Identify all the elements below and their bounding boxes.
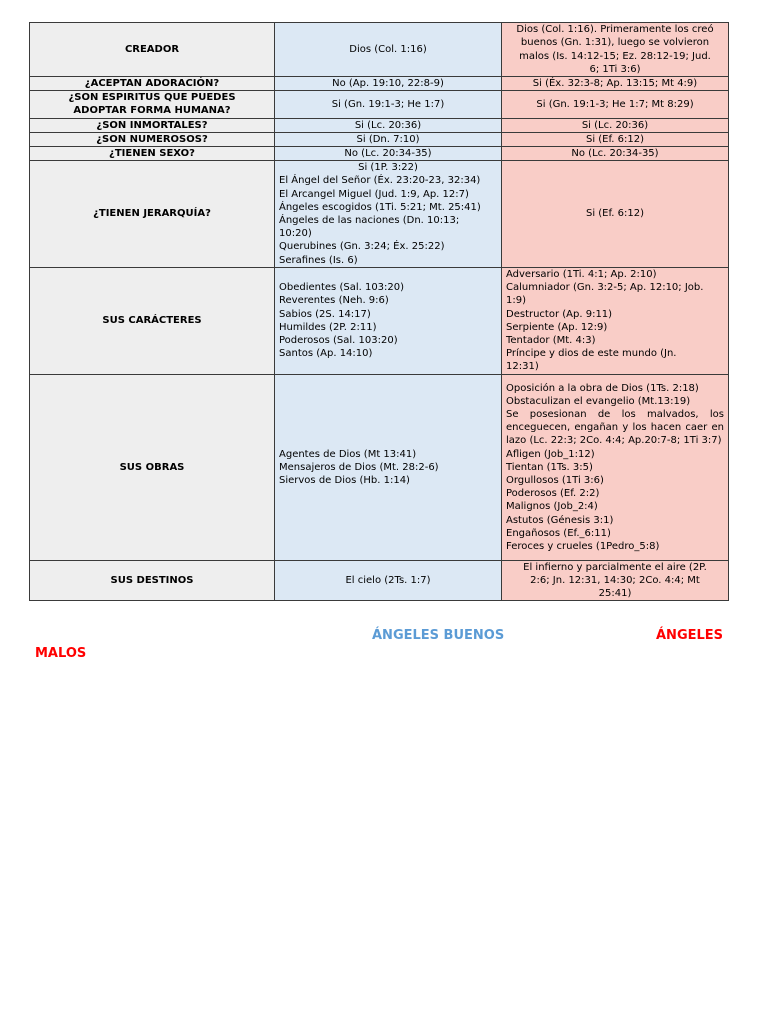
table-row xyxy=(30,267,729,374)
good-cell: Si (Dn. 7:10) xyxy=(275,132,502,146)
table-row xyxy=(30,23,729,77)
bad-cell: Dios (Col. 1:16). Primeramente los creó buenos (Gn. 1:31), luego se volvieron malos (Is. 14:12-15; Ez. 28:12-19; Jud. 6; 1Ti 3:6) xyxy=(502,23,729,77)
row-header: ¿TIENEN SEXO? xyxy=(30,147,275,161)
good-cell: Si (1P. 3:22) El Ángel del Señor (Éx. 23:20-23, 32:34) El Arcangel Miguel (Jud. 1:9, Ap. 12:7) Ángeles escogidos (1Ti. 5:21; Mt. 25:41) Ángeles de las naciones (Dn. 10:13; 10:20) Querubines (Gn. 3:24; Éx. 25:22) Serafines (Is. 6) xyxy=(275,161,502,268)
good-cell: Agentes de Dios (Mt 13:41) Mensajeros de Dios (Mt. 28:2-6) Siervos de Dios (Hb. 1:14) xyxy=(275,374,502,560)
table-row xyxy=(30,132,729,146)
row-header: ¿SON NUMEROSOS? xyxy=(30,132,275,146)
row-header: CREADOR xyxy=(30,23,275,77)
good-cell: No (Lc. 20:34-35) xyxy=(275,147,502,161)
bad-cell: Si (Gn. 19:1-3; He 1:7; Mt 8:29) xyxy=(502,91,729,118)
bad-cell: Si (Lc. 20:36) xyxy=(502,118,729,132)
good-cell: Si (Gn. 19:1-3; He 1:7) xyxy=(275,91,502,118)
bad-cell: No (Lc. 20:34-35) xyxy=(502,147,729,161)
bad-cell: Adversario (1Ti. 4:1; Ap. 2:10) Calumniador (Gn. 3:2-5; Ap. 12:10; Job. 1:9) Destructor (Ap. 9:11) Serpiente (Ap. 12:9) Tentador (Mt. 4:3) Príncipe y dios de este mundo (Jn. 12:31) xyxy=(502,267,729,374)
good-angels-title: ÁNGELES BUENOS xyxy=(372,628,505,643)
table-row xyxy=(30,147,729,161)
bad-cell: Si (Ef. 6:12) xyxy=(502,132,729,146)
bad-cell: Si (Ef. 6:12) xyxy=(502,161,729,268)
row-header: ¿ACEPTAN ADORACIÓN? xyxy=(30,77,275,91)
good-cell: No (Ap. 19:10, 22:8-9) xyxy=(275,77,502,91)
row-header: SUS CARÁCTERES xyxy=(30,267,275,374)
row-header: ¿SON ESPIRITUS QUE PUEDES ADOPTAR FORMA HUMANA? xyxy=(30,91,275,118)
row-header: ¿TIENEN JERARQUÍA? xyxy=(30,161,275,268)
bad-cell: El infierno y parcialmente el aire (2P. 2:6; Jn. 12:31, 14:30; 2Co. 4:4; Mt 25:41) xyxy=(502,560,729,601)
table-row xyxy=(30,560,729,601)
table-row xyxy=(30,91,729,118)
table-row xyxy=(30,161,729,268)
good-cell: Dios (Col. 1:16) xyxy=(275,23,502,77)
comparison-table xyxy=(29,22,729,601)
bad-cell: Si (Éx. 32:3-8; Ap. 13:15; Mt 4:9) xyxy=(502,77,729,91)
row-header: ¿SON INMORTALES? xyxy=(30,118,275,132)
good-cell: El cielo (2Ts. 1:7) xyxy=(275,560,502,601)
good-cell: Obedientes (Sal. 103:20) Reverentes (Neh. 9:6) Sabios (2S. 14:17) Humildes (2P. 2:11) Poderosos (Sal. 103:20) Santos (Ap. 14:10) xyxy=(275,267,502,374)
row-header: SUS OBRAS xyxy=(30,374,275,560)
bad-cell: Oposición a la obra de Dios (1Ts. 2:18) Obstaculizan el evangelio (Mt.13:19) Se posesionan de los malvados, los enceguecen, engañan y los hacen caer en lazo (Lc. 22:3; 2Co. 4:4; Ap.20:7-8; 1Ti 3:7) Afligen (Job_1:12) Tientan (1Ts. 3:5) Orgullosos (1Ti 3:6) Poderosos (Ef. 2:2) Malignos (Job_2:4) Astutos (Génesis 3:1) Engañosos (Ef._6:11) Feroces y crueles (1Pedro_5:8) xyxy=(502,374,729,560)
bad-angels-title-continued: MALOS xyxy=(35,646,87,661)
table-row xyxy=(30,118,729,132)
good-cell: Si (Lc. 20:36) xyxy=(275,118,502,132)
table-row xyxy=(30,374,729,560)
row-header: SUS DESTINOS xyxy=(30,560,275,601)
table-row xyxy=(30,77,729,91)
bad-angels-title: ÁNGELES xyxy=(656,628,724,643)
